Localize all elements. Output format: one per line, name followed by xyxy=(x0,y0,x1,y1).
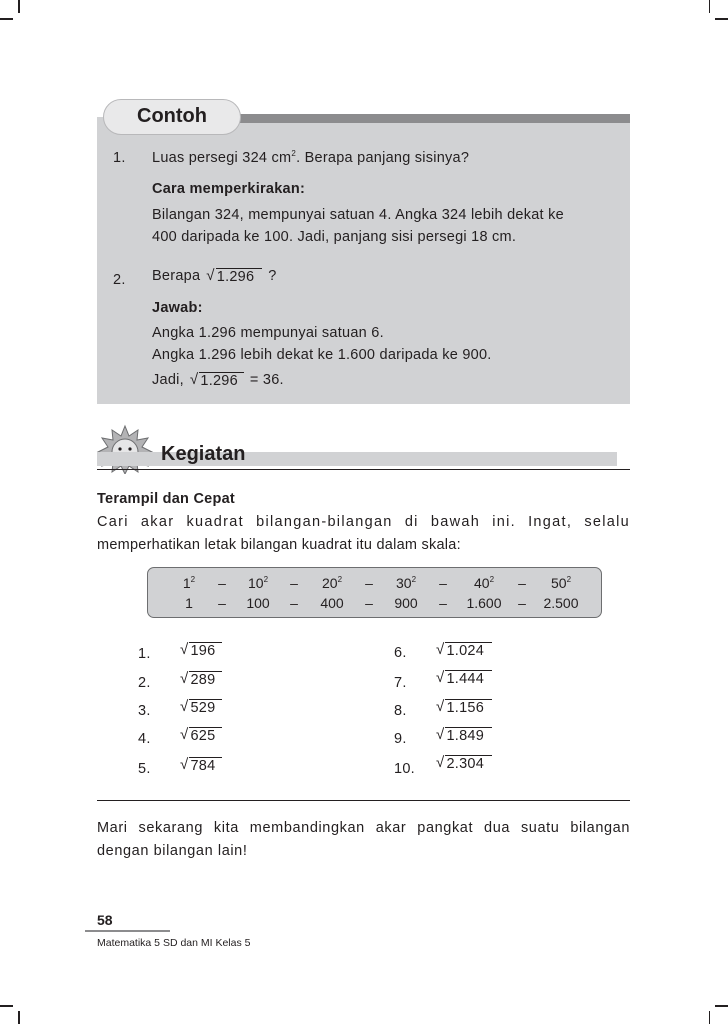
scale-dash: – xyxy=(439,575,447,591)
scale-values-row xyxy=(174,593,586,613)
book-title: Matematika 5 SD dan MI Kelas 5 xyxy=(97,937,251,949)
example-2-question: Berapa √ 1.296 ? xyxy=(152,267,277,286)
scale-dash: – xyxy=(439,595,447,611)
scale-value: 1 xyxy=(185,595,193,611)
scale-dash: – xyxy=(518,575,526,591)
square-root: √ 1.296 xyxy=(206,268,262,286)
answer-title: Jawab: xyxy=(152,300,203,316)
crop-mark xyxy=(18,0,20,13)
example-1-line-1: Bilangan 324, mempunyai satuan 4. Angka 324 lebih dekat ke xyxy=(152,207,564,223)
example-2-number: 2. xyxy=(113,272,126,288)
crop-mark xyxy=(709,0,711,13)
problem-number: 6. xyxy=(394,645,407,661)
instruction-line-2: memperhatikan letak bilangan kuadrat itu dalam skala: xyxy=(97,537,461,553)
problem-number: 3. xyxy=(138,703,151,719)
contoh-header-bar xyxy=(240,114,630,123)
problem-number: 9. xyxy=(394,731,407,747)
scale-dash: – xyxy=(218,575,226,591)
problem-number: 2. xyxy=(138,675,151,691)
problem-7-root: √ 1.444 xyxy=(436,670,492,688)
problem-9-root: √ 1.849 xyxy=(436,727,492,745)
instruction-line-1: Cari akar kuadrat bilangan-bilangan di bawah ini. Ingat, selalu xyxy=(97,514,630,530)
scale-value: 2.500 xyxy=(543,595,579,611)
contoh-title: Contoh xyxy=(137,105,207,127)
problem-2-root: √ 289 xyxy=(180,671,222,689)
scale-dash: – xyxy=(290,595,298,611)
problem-4-root: √ 625 xyxy=(180,727,222,745)
crop-mark xyxy=(709,1011,711,1024)
square-root: √ 1.296 xyxy=(190,372,244,390)
scale-dash: – xyxy=(365,595,373,611)
scale-dash: – xyxy=(290,575,298,591)
crop-mark xyxy=(715,18,728,20)
example-1-question: Luas persegi 324 $cm^2$. Berapa panjang sisinya? xyxy=(152,149,470,166)
example-2-conclusion: Jadi, √ 1.296 = 36. xyxy=(152,371,284,390)
problem-number: 8. xyxy=(394,703,407,719)
example-2-line-1: Angka 1.296 mempunyai satuan 6. xyxy=(152,325,384,341)
closing-line-1: Mari sekarang kita membandingkan akar pangkat dua suatu bilangan xyxy=(97,820,630,836)
scale-value: 1.600 xyxy=(466,595,502,611)
scale-value: 100 xyxy=(246,595,270,611)
scale-power: $50^2$ xyxy=(550,575,572,591)
activity-subtitle: Terampil dan Cepat xyxy=(97,491,235,507)
problem-10-root: √ 2.304 xyxy=(436,755,492,773)
problem-number: 7. xyxy=(394,675,407,691)
problem-number: 10. xyxy=(394,761,415,777)
scale-dash: – xyxy=(518,595,526,611)
scale-power: $20^2$ xyxy=(321,575,343,591)
closing-line-2: dengan bilangan lain! xyxy=(97,843,248,859)
example-2-line-2: Angka 1.296 lebih dekat ke 1.600 daripada ke 900. xyxy=(152,347,492,363)
section-divider xyxy=(97,800,630,801)
scale-value: 900 xyxy=(394,595,418,611)
problem-number: 5. xyxy=(138,761,151,777)
scale-power: $1^2$ xyxy=(182,575,196,591)
problem-number: 1. xyxy=(138,646,151,662)
sun-face-icon xyxy=(96,424,154,474)
scale-power: $30^2$ xyxy=(395,575,417,591)
crop-mark xyxy=(715,1005,728,1007)
scale-power: $40^2$ xyxy=(473,575,495,591)
footer-rule xyxy=(85,930,170,932)
problem-6-root: √ 1.024 xyxy=(436,642,492,660)
example-1-line-2: 400 daripada ke 100. Jadi, panjang sisi persegi 18 cm. xyxy=(152,229,517,245)
kegiatan-title: Kegiatan xyxy=(161,443,246,465)
example-1-number: 1. xyxy=(113,150,126,166)
scale-value: 400 xyxy=(320,595,344,611)
crop-mark xyxy=(18,1011,20,1024)
scale-dash: – xyxy=(365,575,373,591)
problem-1-root: √ 196 xyxy=(180,642,222,660)
scale-power: $10^2$ xyxy=(247,575,269,591)
problem-3-root: √ 529 xyxy=(180,699,222,717)
crop-mark xyxy=(0,1005,13,1007)
square-scale xyxy=(174,573,586,613)
crop-mark xyxy=(0,18,13,20)
kegiatan-rule xyxy=(97,469,630,470)
method-title: Cara memperkirakan: xyxy=(152,181,306,197)
scale-dash: – xyxy=(218,595,226,611)
problem-8-root: √ 1.156 xyxy=(436,699,492,717)
page-number: 58 xyxy=(97,912,113,928)
problem-number: 4. xyxy=(138,731,151,747)
problem-5-root: √ 784 xyxy=(180,757,222,775)
scale-powers-row xyxy=(174,573,586,593)
